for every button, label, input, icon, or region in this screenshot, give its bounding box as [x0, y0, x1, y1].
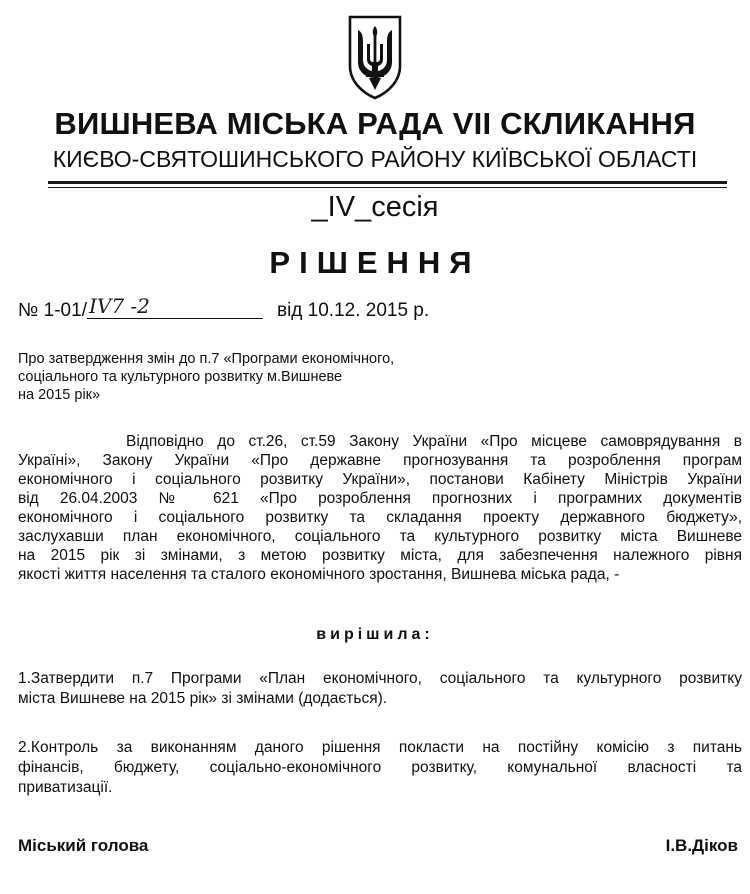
resolved-heading: вирішила:	[316, 626, 434, 643]
decision-number-line	[18, 294, 430, 322]
preamble-line: якості життя населення та сталого економічного зростання, Вишнева міська рада, -	[18, 566, 620, 583]
header-divider	[48, 181, 727, 184]
session-label: _IV_сесія	[311, 191, 439, 223]
trident-coat-of-arms-icon	[347, 14, 403, 100]
clause-line: фінансів, бюджету, соціально-економічного розвитку, комунальної власності та	[18, 759, 742, 776]
header-divider-thin	[48, 187, 727, 188]
preamble-line: економічного і соціального розвитку та складання проекту державного бюджету»,	[18, 509, 742, 526]
clause-line: 1.Затвердити п.7 Програми «План економічного, соціального та культурного розвитку	[18, 670, 742, 687]
preamble-line: економічного і соціального розвитку України», постанови Кабінету Міністрів України	[18, 471, 742, 488]
council-title: ВИШНЕВА МІСЬКА РАДА VII СКЛИКАННЯ	[54, 106, 696, 141]
subject-line: Про затвердження змін до п.7 «Програми економічного,	[18, 351, 395, 367]
district-title: КИЄВО-СВЯТОШИНСЬКОГО РАЙОНУ КИЇВСЬКОЇ ОБЛАСТІ	[52, 146, 698, 172]
clause-line: 2.Контроль за виконанням даного рішення покласти на постійну комісію з питань	[18, 739, 742, 756]
preamble-line: Відповідно до ст.26, ст.59 Закону України «Про місцеве самоврядування в	[18, 433, 742, 450]
preamble-line: Україні», Закону України «Про державне прогнозування та розроблення програм	[18, 452, 742, 469]
handwritten-number: IV7 -2	[88, 294, 150, 318]
preamble-line: від 26.04.2003 № 621 «Про розроблення прогнозних і програмних документів	[18, 490, 742, 507]
clause-line: приватизації.	[18, 779, 113, 796]
subject-line: соціального та культурного розвитку м.Вишневе	[18, 369, 343, 385]
decision-number-prefix: № 1-01/	[18, 300, 87, 321]
signatory-role: Міський голова	[18, 836, 149, 855]
preamble-paragraph	[18, 432, 742, 584]
preamble-line: на 2015 рік зі змінами, з метою розвитку міста, для забезпечення належного рівня	[18, 547, 742, 564]
decision-subject	[18, 350, 488, 404]
clause-line: міста Вишневе на 2015 рік» зі змінами (додається).	[18, 690, 388, 707]
decision-title: РІШЕННЯ	[269, 245, 481, 280]
subject-line: на 2015 рік»	[18, 387, 101, 403]
decision-date: від 10.12. 2015 р.	[276, 300, 430, 321]
preamble-line: заслухавши план економічного, соціального та культурного розвитку міста Вишневе	[18, 528, 742, 545]
clause-2	[18, 738, 742, 798]
decision-number-blank	[87, 294, 263, 319]
clause-1	[18, 669, 742, 709]
signatory-name: І.В.Діков	[665, 836, 738, 855]
